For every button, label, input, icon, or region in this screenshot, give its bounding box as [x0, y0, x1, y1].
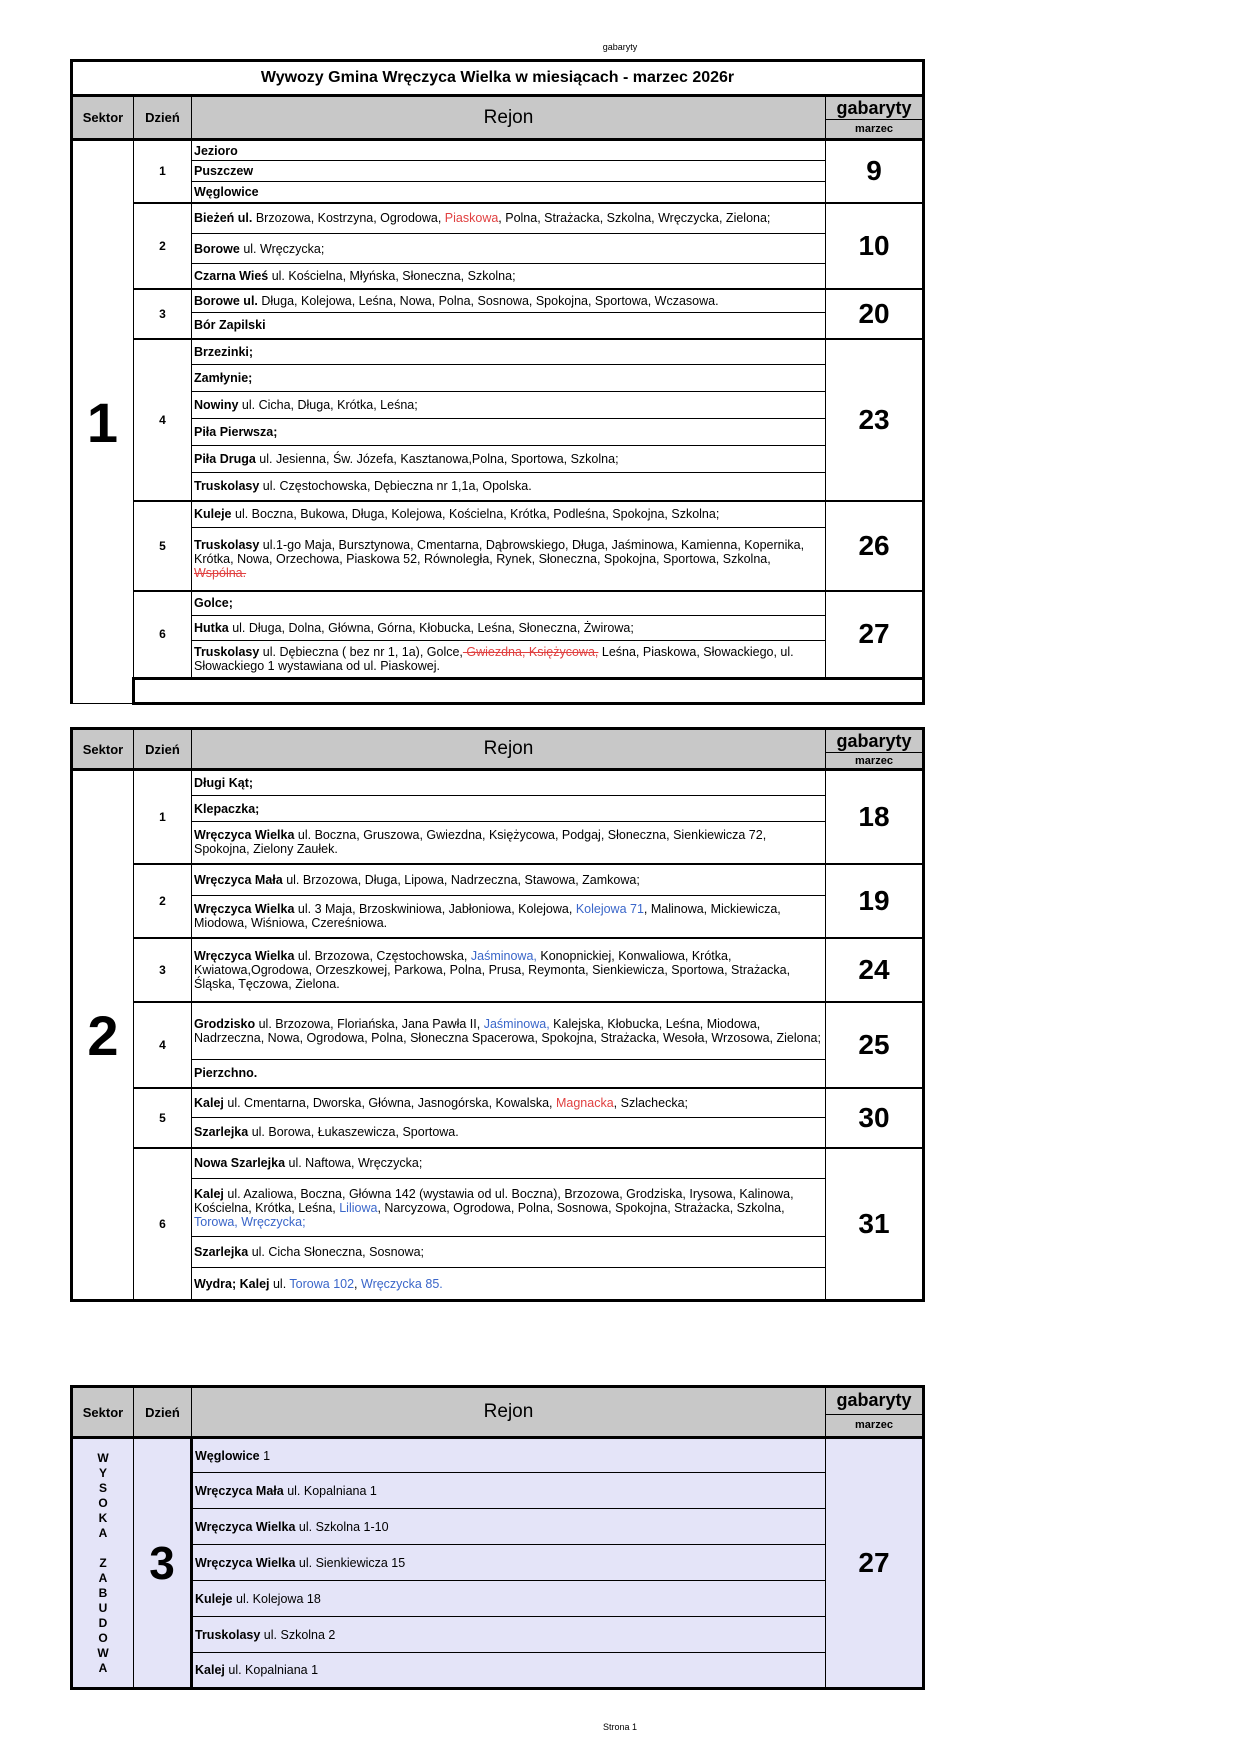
- col-sector: Sektor: [72, 729, 134, 770]
- area-row: Węglowice 1: [192, 1438, 826, 1473]
- col-sector: Sektor: [72, 96, 134, 140]
- col-month: marzec: [826, 120, 924, 140]
- area-row: Bieżeń ul. Brzozowa, Kostrzyna, Ogrodowa, Piaskowa, Polna, Strażacka, Szkolna, Wręczycka, Zielona;: [192, 203, 826, 234]
- area-row: Kalej ul. Kopalniana 1: [192, 1653, 826, 1689]
- col-type: gabaryty: [826, 729, 924, 753]
- table-spacer: [134, 679, 924, 704]
- sector-label-vertical: W Y S O K A Z A B U D O W A: [72, 1438, 134, 1689]
- col-region: Rejon: [192, 1387, 826, 1438]
- area-row: Grodzisko ul. Brzozowa, Floriańska, Jana Pawła II, Jaśminowa, Kalejska, Kłobucka, Leśna, Miodowa, Nadrzeczna, Nowa, Ogrodowa, Polna, Słoneczna Spacerowa, Spokojna, Strażacka, Wesoła, Wrzosowa, Zielona;: [192, 1002, 826, 1060]
- schedule-table-sector-1: [70, 59, 925, 705]
- area-row: Nowa Szarlejka ul. Naftowa, Wręczycka;: [192, 1148, 826, 1179]
- day-number: 4: [134, 1002, 192, 1088]
- area-row: Wręczyca Mała ul. Brzozowa, Długa, Lipowa, Nadrzeczna, Stawowa, Zamkowa;: [192, 864, 826, 896]
- pickup-date: 27: [826, 591, 924, 679]
- col-type: gabaryty: [826, 1387, 924, 1415]
- area-row: Truskolasy ul.1-go Maja, Bursztynowa, Cmentarna, Dąbrowskiego, Długa, Jaśminowa, Kamienna, Kopernika, Krótka, Nowa, Orzechowa, Piaskowa 52, Równoległa, Rynek, Słoneczna, Spokojna, Sportowa, Szkolna, Wspólna.: [192, 528, 826, 591]
- area-row: Kalej ul. Azaliowa, Boczna, Główna 142 (wystawia od ul. Boczna), Brzozowa, Grodziska, Irysowa, Kalinowa, Kościelna, Krótka, Leśna, Liliowa, Narcyzowa, Ogrodowa, Polna, Sosnowa, Spokojna, Strażacka, Szkolna, Torowa, Wręczycka;: [192, 1179, 826, 1237]
- area-row: Bór Zapilski: [192, 313, 826, 339]
- pickup-date: 26: [826, 501, 924, 591]
- page-header-note: gabaryty: [602, 42, 638, 52]
- day-number: 5: [134, 501, 192, 591]
- col-sector: Sektor: [72, 1387, 134, 1438]
- pickup-date: 31: [826, 1148, 924, 1301]
- pickup-date: 25: [826, 1002, 924, 1088]
- pickup-date: 19: [826, 864, 924, 938]
- area-row: Borowe ul. Wręczycka;: [192, 234, 826, 264]
- area-row: Truskolasy ul. Dębieczna ( bez nr 1, 1a), Golce, Gwiezdna, Księżycowa, Leśna, Piaskowa, Słowackiego, ul. Słowackiego 1 wystawiana od ul. Piaskowej.: [192, 641, 826, 679]
- day-number: 4: [134, 339, 192, 501]
- page-title: Wywozy Gmina Wręczyca Wielka w miesiącach - marzec 2026r: [72, 61, 924, 96]
- page-footer: Strona 1: [602, 1722, 638, 1732]
- area-row: Wręczyca Wielka ul. Sienkiewicza 15: [192, 1545, 826, 1581]
- area-row: Kalej ul. Cmentarna, Dworska, Główna, Jasnogórska, Kowalska, Magnacka, Szlachecka;: [192, 1088, 826, 1118]
- sector-number: 2: [72, 770, 134, 1301]
- col-day: Dzień: [134, 1387, 192, 1438]
- area-row: Kuleje ul. Boczna, Bukowa, Długa, Kolejowa, Kościelna, Krótka, Podleśna, Spokojna, Szkolna;: [192, 501, 826, 528]
- area-row: Jezioro: [192, 140, 826, 161]
- area-row: Brzezinki;: [192, 339, 826, 365]
- area-row: Szarlejka ul. Cicha Słoneczna, Sosnowa;: [192, 1237, 826, 1268]
- area-row: Czarna Wieś ul. Kościelna, Młyńska, Słoneczna, Szkolna;: [192, 264, 826, 289]
- schedule-table-sector-3: [70, 1385, 925, 1690]
- pickup-date: 18: [826, 770, 924, 864]
- pickup-date: 24: [826, 938, 924, 1002]
- pickup-date: 27: [826, 1438, 924, 1689]
- day-number: 3: [134, 938, 192, 1002]
- col-day: Dzień: [134, 729, 192, 770]
- col-month: marzec: [826, 753, 924, 770]
- area-row: Pierzchno.: [192, 1060, 826, 1088]
- day-number: 2: [134, 203, 192, 289]
- col-month: marzec: [826, 1414, 924, 1437]
- schedule-table-sector-2: [70, 727, 925, 1302]
- area-row: Puszczew: [192, 161, 826, 182]
- area-row: Szarlejka ul. Borowa, Łukaszewicza, Sportowa.: [192, 1118, 826, 1148]
- area-row: Piła Pierwsza;: [192, 419, 826, 446]
- day-number: 1: [134, 140, 192, 203]
- day-number: 2: [134, 864, 192, 938]
- day-number: 3: [134, 289, 192, 339]
- area-row: Wydra; Kalej ul. Torowa 102, Wręczycka 85.: [192, 1268, 826, 1301]
- pickup-date: 10: [826, 203, 924, 289]
- area-row: Długi Kąt;: [192, 770, 826, 796]
- area-row: Wręczyca Wielka ul. Brzozowa, Częstochowska, Jaśminowa, Konopnickiej, Konwaliowa, Krótka, Kwiatowa,Ogrodowa, Orzeszkowej, Parkowa, Polna, Prusa, Reymonta, Sienkiewicza, Sportowa, Strażacka, Śląska, Tęczowa, Zielona.: [192, 938, 826, 1002]
- area-row: Golce;: [192, 591, 826, 616]
- area-row: Hutka ul. Długa, Dolna, Główna, Górna, Kłobucka, Leśna, Słoneczna, Żwirowa;: [192, 616, 826, 641]
- day-number: 6: [134, 1148, 192, 1301]
- area-row: Zamłynie;: [192, 365, 826, 392]
- pickup-date: 23: [826, 339, 924, 501]
- pickup-date: 9: [826, 140, 924, 203]
- col-region: Rejon: [192, 729, 826, 770]
- area-row: Wręczyca Mała ul. Kopalniana 1: [192, 1473, 826, 1509]
- area-row: Wręczyca Wielka ul. 3 Maja, Brzoskwiniowa, Jabłoniowa, Kolejowa, Kolejowa 71, Malinowa, Mickiewicza, Miodowa, Wiśniowa, Czereśniowa.: [192, 896, 826, 938]
- area-row: Wręczyca Wielka ul. Boczna, Gruszowa, Gwiezdna, Księżycowa, Podgaj, Słoneczna, Sienkiewicza 72, Spokojna, Zielony Zaułek.: [192, 822, 826, 864]
- area-row: Klepaczka;: [192, 796, 826, 822]
- day-number: 6: [134, 591, 192, 679]
- area-row: Piła Druga ul. Jesienna, Św. Józefa, Kasztanowa,Polna, Sportowa, Szkolna;: [192, 446, 826, 473]
- col-day: Dzień: [134, 96, 192, 140]
- day-number: 5: [134, 1088, 192, 1148]
- day-number: 3: [134, 1438, 192, 1689]
- area-row: Truskolasy ul. Częstochowska, Dębieczna nr 1,1a, Opolska.: [192, 473, 826, 501]
- sector-number: 1: [72, 140, 134, 704]
- area-row: Truskolasy ul. Szkolna 2: [192, 1617, 826, 1653]
- col-region: Rejon: [192, 96, 826, 140]
- area-row: Kuleje ul. Kolejowa 18: [192, 1581, 826, 1617]
- area-row: Borowe ul. Długa, Kolejowa, Leśna, Nowa, Polna, Sosnowa, Spokojna, Sportowa, Wczasowa.: [192, 289, 826, 313]
- area-row: Wręczyca Wielka ul. Szkolna 1-10: [192, 1509, 826, 1545]
- pickup-date: 20: [826, 289, 924, 339]
- col-type: gabaryty: [826, 96, 924, 120]
- day-number: 1: [134, 770, 192, 864]
- area-row: Węglowice: [192, 182, 826, 203]
- pickup-date: 30: [826, 1088, 924, 1148]
- area-row: Nowiny ul. Cicha, Długa, Krótka, Leśna;: [192, 392, 826, 419]
